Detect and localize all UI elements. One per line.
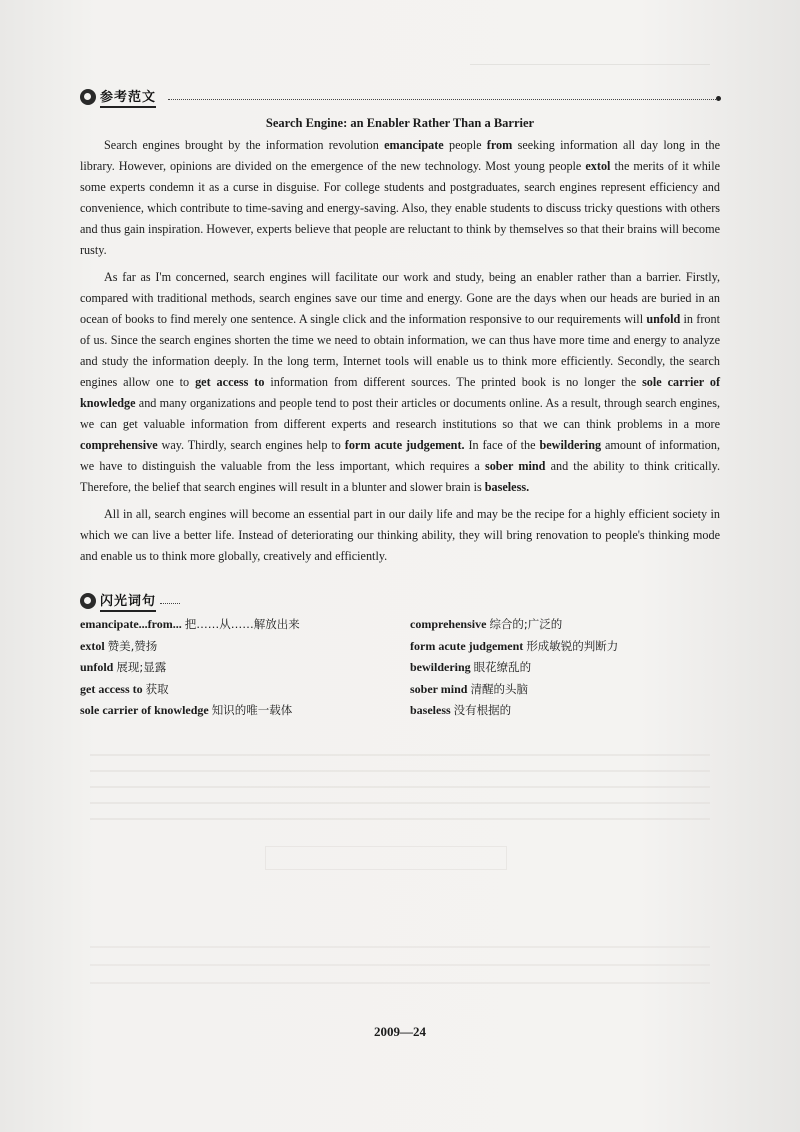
key-phrase: get access to [195,375,265,389]
text-run: seeking information all day long in the library. However, opinions are divided on the emergence of the new technology. Most young people [80,138,720,173]
show-through-decoration [90,930,710,990]
key-phrase: form acute judgement. [344,438,465,452]
header-rule-dot [716,96,721,101]
text-run: and many organizations and people tend to post their articles or documents online. As a result, through search engines, we can get valuable information from different experts and research institutions so that we can think problems in a more [80,396,720,431]
key-phrase: sole carrier of knowledge [80,375,720,410]
show-through-decoration [90,740,710,830]
key-phrase: extol [585,159,611,173]
essay-paragraph-1 [80,135,720,261]
sample-essay-label: 参考范文 [100,86,156,108]
vocab-header [80,590,156,612]
vocab-item: form acute judgement 形成敏锐的判断力 [410,638,619,653]
text-run: way. Thirdly, search engines help to [157,438,345,452]
bullet-icon [80,593,96,609]
vocab-label: 闪光词句 [100,590,156,612]
key-phrase: bewildering [539,438,602,452]
vocab-item: bewildering 眼花缭乱的 [410,660,532,674]
text-run: In face of the [464,438,540,452]
vocab-item: sober mind 清醒的头脑 [410,681,528,696]
key-phrase: sober mind [484,459,546,473]
text-run: and the ability to think critically. Therefore, the belief that search engines will result in a blunter and slower brain is [80,459,721,494]
key-phrase: comprehensive [80,438,158,452]
vocab-item: get access to 获取 [80,681,169,696]
text-run: All in all, search engines will become an essential part in our daily life and may be the recipe for a highly efficient society in which we can live a better life. Instead of deteriorating our thinking ability, they will bring renovation to people's thinking mode and enable us to think more globally, creatively and efficiently. [80,507,720,563]
vocab-item: sole carrier of knowledge 知识的唯一载体 [80,703,293,717]
key-phrase: unfold [646,312,681,326]
essay-body [80,135,720,573]
key-phrase: from [486,138,513,152]
text-run: in front of us. Since the search engines shorten the time we need to obtain information, we can thus have more time and energy to analyze and study the information deeply. In the long term, Internet tools will enable us to think more efficiently. Secondly, the search engines allow one to [80,312,720,389]
essay-paragraph-2 [80,267,720,498]
vocab-item: unfold 展现;显露 [80,660,167,674]
text-run: Search engines brought by the information revolution [104,138,385,152]
text-run: information from different sources. The printed book is no longer the [264,375,643,389]
vocab-item: comprehensive 综合的;广泛的 [410,617,563,631]
text-run: amount of information, we have to distinguish the valuable from the less important, which requires a [80,438,721,473]
essay-paragraph-3 [80,504,720,567]
text-run: As far as I'm concerned, search engines will facilitate our work and study, being an enabler rather than a barrier. Firstly, compared with traditional methods, search engines save our time and energy. Gone are the days when our heads are buried in an ocean of books to find merely one sentence. A single click and the information responsive to our requirements will [80,270,720,326]
vocab-dotted-rule [160,603,180,604]
sample-essay-header [80,86,156,108]
vocab-item: emancipate...from... 把……从……解放出来 [80,617,300,631]
text-run: the merits of it while some experts condemn it as a curse in disguise. For college students and postgraduates, search engines represent efficiency and convenience, which contribute to time-saving and energy-saving. Also, they enable students to discuss tricky questions with others and thus gain inspiration. However, experts believe that people are reluctant to think by themselves so that their brains will become rusty. [80,159,720,257]
vocab-item: baseless 没有根据的 [410,703,512,717]
bullet-icon [80,89,96,105]
key-phrase: emancipate [384,138,444,152]
text-run: people [443,138,487,152]
page-number: 2009—24 [374,1024,426,1039]
show-through-decoration [470,64,710,75]
key-phrase: baseless. [484,480,530,494]
vocab-list [80,614,720,722]
essay-title: Search Engine: an Enabler Rather Than a Barrier [265,116,535,130]
header-dotted-rule [168,99,716,100]
show-through-decoration [265,846,507,870]
vocab-item: extol 赞美,赞扬 [80,638,158,653]
